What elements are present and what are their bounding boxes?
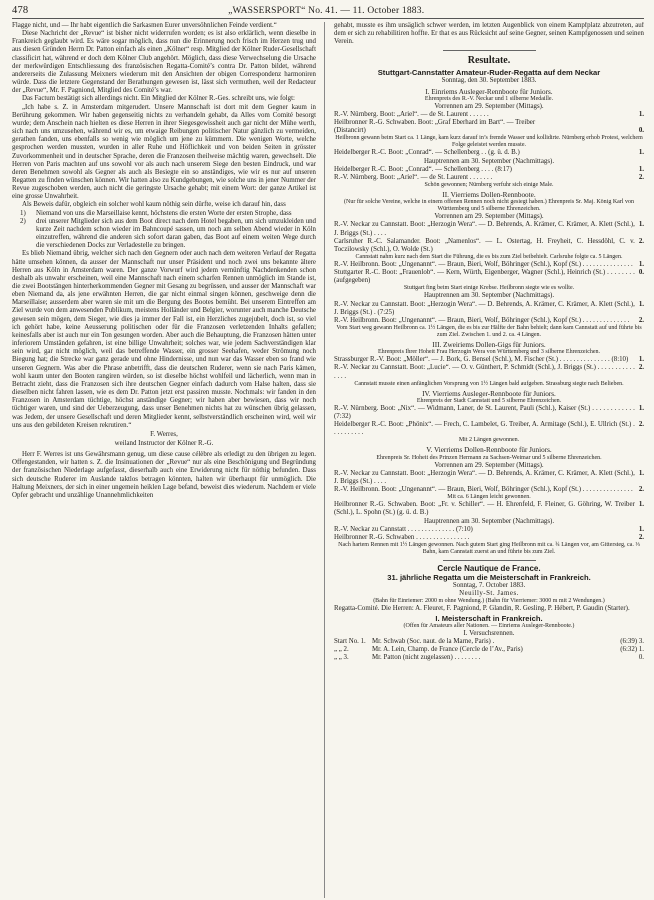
result-text: Heilbronner R.-G. Schwaben. Boot: „Fr. v. Schiller“. — H. Ehrenfeld, F. Fleiner, G. Göhring, W. Treiber (Schl.), L. Spohn (St.) (g. ü. d. B.) <box>334 501 635 517</box>
result-text: R.-V. Neckar zu Cannstatt. Boot: „Lucie“. — O. v. Günthert, P. Schmidt (Schl.), J. Briggs (St.) . . . . . . . . . . . . . . . <box>334 364 635 380</box>
result-place: 1. <box>638 165 644 173</box>
section-title: Resultate. <box>467 55 511 67</box>
result-place: 1. <box>638 525 644 533</box>
result-place: 2. <box>638 486 644 494</box>
race-note: Schön gewonnen; Nürnberg verfuhr sich einige Male. <box>424 182 554 189</box>
heat-title: I. Versuchsrennen. <box>463 629 515 637</box>
result-place: 2. <box>638 533 644 541</box>
result-place <box>640 119 644 127</box>
result-row <box>334 501 644 517</box>
result-place: 0. <box>638 269 644 277</box>
race-note: Mit ca. 6 Längen leicht gewonnen. <box>447 494 531 501</box>
paragraph: Flagge nicht, und — Ihr habt eigentlich die Sarkasmen Eurer unversöhnlichen Feinde verdient.“ <box>12 22 277 29</box>
result-text: Heidelberger R.-C. Boot: „Phönix“. — Frech, C. Lambelet, G. Treiber, A. Armitage (Schl.), E. Ullrich (St.) . . . . . . . . . . <box>334 421 635 437</box>
start-result: 0. <box>638 653 644 661</box>
session-title: Hauptrennen am 30. September (Nachmittags). <box>423 292 555 300</box>
result-row <box>334 149 644 157</box>
paragraph: Herr F. Werres ist uns Gewährsmann genug, um diese cause célèbre als erledigt zu den übrigen zu legen. Offengestanden, wir hatten s. Z. die Insinuationen der „Revue“ nur als eine Beschönigung und Begründung der französischen Niederlage aufgefasst, dieserhalb auch eine Erwiderung nicht für nöthig befunden. Dass sich deutsche Ruderer im Auslande taktlos betragen könnten, halten wir überhaupt für unmöglich. Die Haltung Meixners, der sich in einer ungemein heiklen Lage befand, beweist dies wiederum. Nachdem er viele Opfer gebracht und unzählige Unannehmlichkeiten <box>12 451 316 499</box>
start-row <box>334 638 644 646</box>
result-text: R.-V. Nürnberg. Boot: „Ariel“. — de St. Laurent . . . . . . . <box>334 173 493 181</box>
result-row <box>334 261 644 269</box>
result-text: R.-V. Neckar zu Cannstatt. Boot: „Herzogin Wera“. — D. Behrends, A. Krämer, C. Krämer, A. Klett (Schl.), J. Briggs (St.) . . . . <box>334 469 635 485</box>
race-block <box>334 88 644 158</box>
signature: F. Werres, <box>150 430 178 438</box>
race-note: Stuttgart fing beim Start einige Krebse. Heilbronn siegte wie es wollte. <box>403 285 575 292</box>
left-column <box>12 22 325 898</box>
result-row <box>334 221 644 237</box>
result-place: 1. <box>638 501 644 509</box>
race-title: IV. Vierriems Ausleger-Rennboote für Juniors. <box>422 389 556 398</box>
results-list <box>334 88 644 556</box>
result-row <box>334 269 644 285</box>
race-title: I. Einriems Ausleger-Rennboote für Juniors. <box>425 87 553 96</box>
result-row <box>334 526 644 534</box>
right-column <box>325 22 644 898</box>
race-subtitle: (Offen für Amateurs aller Nationen. — Einriems Ausleger-Rennboote.) <box>403 622 575 629</box>
divider <box>443 50 536 51</box>
race-prize: Ehrenpreis der Stadt Cannstatt und 5 silberne Ehrenzeichen. <box>416 397 562 404</box>
start-number: „ „ 2. <box>334 645 349 653</box>
session-title: Vorrennen am 29. September (Mittags). <box>434 461 544 469</box>
start-number: „ „ 3. <box>334 653 349 661</box>
result-text: Heilbronner R.-G. Schwaben. Boot: „Graf Eberhard im Bart“. — Treiber <box>334 119 536 127</box>
race-block <box>334 191 644 292</box>
list-item: 1) Niemand von uns die Marseillaise kennt, höchstens die ersten Worte der ersten Strophe, dass <box>20 209 292 217</box>
race-note: Nach hartem Rennen mit 1½ Längen gewonnen. Nach gutem Start ging Heilbronn mit ca. ¾ Längen vor, am Gittersteg, ca. ⅓ Bahn, kam Cannstatt zuerst an und führte bis zum Ziel. <box>338 542 640 556</box>
result-place: 0. <box>638 127 644 135</box>
result-text: Strassburger R.-V. Boot: „Möller“. — J. Bork, G. Bensel (Schl.), M. Fischer (St.) . . . . . . . . . . . . . . . (8:10) <box>334 356 629 364</box>
regatta-subtitle: 31. jährliche Regatta um die Meisterschaft in Frankreich. <box>387 573 591 583</box>
race-block <box>334 292 644 339</box>
race-title: III. Zweiriems Dollen-Gigs für Juniors. <box>432 341 546 350</box>
start-name: Mr. A. Lein, Champ. de France (Cercle de l’Av., Paris) <box>372 645 523 653</box>
page-number: 478 <box>12 5 29 16</box>
session-title: Vorrennen am 29. September (Mittags). <box>434 102 544 110</box>
signature-role: weiland Instructor der Kölner R.-G. <box>114 439 214 447</box>
journal-title: „WASSERSPORT“ No. 41. — 11. October 1883. <box>228 6 425 16</box>
start-name: Mr. Schwab (Soc. naut. de la Marne, Paris) . <box>372 637 495 645</box>
result-place: 2. <box>638 364 644 372</box>
result-row <box>334 364 644 380</box>
paragraph: Diese Nachricht der „Revue“ ist bisher nicht widerrufen worden; es ist also erklärlich, wenn dieselbe in Frankreich geglaubt wird. Es wäre sogar möglich, dass nun die Erinnerung noch frisch im Herzen trug und aus diesen Gründen Herrn Dr. Patton einfach als einen „Kölner“ resp. Mitglied der Kölner Ruder-Gesellschaft classificirt hat, während er doch dem Kölner Club angehört. Möglich, dass diese Verwechselung die Ursache der merkwürdigen Entschliessung des französischen Regatta-Comité’s contra Dr. Patton bildet, während andererseits die Zulassung Meixners wiederum mit den Ansichten der obigen Correspondenz harmoniren würde. Dass die letztere Gegenstand der Berathungen gewesen ist, lässt sich vermuthen, weil der Redacteur der „Revue“, Mr. F. Pagniond, Mitglied des Comité’s war. <box>12 30 316 95</box>
session-title: Hauptrennen am 30. September (Nachmittags). <box>423 517 555 525</box>
race-block <box>334 390 644 445</box>
result-text: Heilbronner R.-G. Schwaben . . . . . . . . . . . . . . . . <box>334 533 470 541</box>
page-header <box>12 5 644 19</box>
race-block <box>334 341 644 388</box>
result-text: R.-V. Heilbronn. Boot: „Ungenannt“. — Braun, Bieri, Wolf, Böhringer (Schl.), Kopf (St.) . . . . . . . . . . . . . . . <box>334 260 633 268</box>
start-result: (6:32) 1. <box>620 645 644 653</box>
result-row <box>334 119 644 127</box>
start-row <box>334 654 644 662</box>
result-place: 1. <box>638 260 644 268</box>
letter-paragraph: „Ich habe s. Z. in Amsterdam mitgerudert. Unsere Mannschaft ist dort mit dem Gegner kaum in Berührung gekommen. Wir haben gegenseitig nichts zu verhandeln gehabt, da Alles vom Comité besorgt wurde; dem Anschein nach hielten es diese Herren in ihrer Siegesgewissheit auch gar nicht der Mühe werth, sich nach uns umzusehen, während wir es, um etwaige Reibungen politischer Natur gänzlich zu vermeiden, gerathen fanden, uns ebenfalls so wenig wie möglich um jene zu kümmern. Die wenigen Worte, welche gesprochen werden mussten, wurden in aller Ruhe und Höflichkeit und von beiden Seiten in grösster Zuvorkommenheit und in deutscher Sprache, deren die Franzosen theilweise mächtig waren, gewechselt. Die Herren von Paris machten auf uns sowohl vor als auch nach unserem Siege den besten Eindruck, und war deren Benehmen sowohl als Gegner als auch als Besiegte ein so anständiges, wie wir es nur auf unseren Regatten zu finden wünschen können. Wir hatten also zu Kundgebungen, wie solche uns in jener Nummer der Revue zugeschoben werden, auch nicht die geringste Ursache gehabt; mit einem Wort: der ganze Artikel ist eine grosse Unwahrheit. <box>12 103 316 201</box>
result-text: Heidelberger R.-C. Boot: „Conrad“. — Schellenberg . . . . (8:17) <box>334 165 512 173</box>
result-row <box>334 470 644 486</box>
race-prize: (Nur für solche Vereine, welche in einem offenen Rennen noch nicht gesiegt haben.) Ehrenpreis Sr. Maj. König Karl von Württemberg und 5 silberne Ehrenzeichen. <box>343 199 635 213</box>
session-title: Hauptrennen am 30. September (Nachmittags). <box>423 157 555 165</box>
list-item: 2) drei unserer Mitglieder sich aus dem Boot direct nach dem Hotel begaben, um sich umzukleiden und kurze Zeit nachdem schon wieder im Bahncoupé sassen, um noch am selben Abend wieder in Köln einzutreffen, während die anderen sich sofort daran gaben, das Boot auf einem weiten Wege durch die verschiedenen Docks zur Verladestelle zu bringen. <box>20 217 316 250</box>
result-text: (Distancirt) <box>334 127 366 135</box>
regatta-date: Sonntag, den 30. September 1883. <box>441 77 537 85</box>
result-place: 1. <box>638 300 644 308</box>
result-place: 1. <box>638 469 644 477</box>
race-prize: Ehrenpreis des R.-V. Neckar und 1 silberne Medaille. <box>424 95 554 102</box>
start-row <box>334 646 644 654</box>
start-list <box>334 638 644 662</box>
result-text: R.-V. Neckar zu Cannstatt. Boot: „Herzogin Wera“. — D. Behrends, A. Krämer, C. Krämer, A. Klett (Schl.), J. Briggs (St.) . . . . <box>334 221 635 237</box>
paragraph: gehabt, musste es ihm unsäglich schwer werden, im letzten Augenblick von einem Kampfplatz abzutreten, auf dem er sich zu rehabilitiren hoffte. Er that es aus Rücksicht auf seine Gegner, seinen Kampfgenossen und seinen Verein. <box>334 22 644 46</box>
race-block <box>334 518 644 556</box>
race-title: I. Meisterschaft in Frankreich. <box>435 613 543 623</box>
result-place: 1. <box>638 149 644 157</box>
race-prize: Ehrenpreis Sr. Hoheit des Prinzen Hermann zu Sachsen-Weimar und 5 silberne Ehrenzeichen. <box>376 454 602 461</box>
result-text: R.-V. Nürnberg. Boot: „Ariel“. — de St. Laurent . . . . . . <box>334 110 489 118</box>
race-note: Mit 2 Längen gewonnen. <box>458 437 520 444</box>
race-note: Cannstatt musste einen anfänglichen Vorsprung von 1½ Längen bald aufgeben. Strassburg siegte nach Belieben. <box>354 380 624 387</box>
result-text: R.-V. Neckar zu Cannstatt . . . . . . . . . . . . . . (7:10) <box>334 525 473 533</box>
session-title: Vorrennen am 29. September (Mittags). <box>434 213 544 221</box>
result-place: 1. <box>638 110 644 118</box>
letter-paragraph: Als Beweis dafür, obgleich ein solcher wohl kaum nöthig sein dürfte, weise ich darauf hin, dass <box>22 201 286 209</box>
result-text: Stuttgarter R.-C. Boot: „Frauenlob“. — Kern, Würth, Eigenberger, Wagner (Schl.), Heinrich (St.) . . . . . . . . (aufgegeben) <box>334 269 635 285</box>
result-row <box>334 405 644 421</box>
regatta-date: Sonntag, 7. October 1883. <box>452 582 526 590</box>
race-title: II. Vierriems Dollen-Rennboote. <box>442 191 536 200</box>
race-block <box>334 446 644 517</box>
regatta-title: Cercle Nautique de France. <box>437 564 541 574</box>
course-note: (Bahn für Einriemer: 2000 m ohne Wendung.) (Bahn für Vierriemer: 3000 m mit 2 Wendungen.) <box>373 598 605 605</box>
race-title: V. Vierriems Dollen-Rennboote für Juniors. <box>426 446 552 455</box>
comite: Regatta-Comité. Die Herren: A. Fleuret, F. Pagniond, P. Glandin, R. Gesling, P. Hébert, P. Gaudin (Starter). <box>334 605 630 613</box>
result-place: 2. <box>638 173 644 181</box>
result-place: 2. <box>638 421 644 429</box>
race-note: Vom Start weg gewann Heilbronn ca. 1½ Längen, die es bis zur Hälfte der Bahn behielt; dann kam Cannstatt auf und führte bis zum Ziel. Zwischen 1. und 2. ca. 4 Längen. <box>336 325 642 339</box>
race-note: Heilbronn gewann beim Start ca. 1 Länge, kam kurz darauf in’s fremde Wasser und kollidirte. Nürnberg erhob Protest, welchem Folge geleistet werden musste. <box>335 135 643 149</box>
start-result: (6:39) 3. <box>620 637 644 645</box>
result-row <box>334 317 644 325</box>
regatta-title: Stuttgart-Cannstatter Amateur-Ruder-Regatta auf dem Neckar <box>377 68 601 78</box>
start-name: Mr. Patton (nicht zugelassen) . . . . . . . . <box>372 653 481 661</box>
result-text: R.-V. Heilbronn. Boot: „Ungenannt“. — Braun, Bieri, Wolf, Böhringer (Schl.), Kopf (St.) . . . . . . . . . . . . . . <box>334 316 630 324</box>
result-place: 1. <box>638 221 644 229</box>
result-place: 2. <box>638 316 644 324</box>
result-place: 1. <box>638 356 644 364</box>
result-row <box>334 486 644 494</box>
result-place: 2. <box>638 237 644 245</box>
result-row <box>334 174 644 182</box>
paragraph: Das Factum bestätigt sich allerdings nicht. Ein Mitglied der Kölner R.-Ges. schreibt uns, wie folgt: <box>22 95 295 103</box>
result-place: 1. <box>638 404 644 412</box>
regatta-place: Neuilly-St. James. <box>459 590 519 598</box>
start-number: Start No. 1. <box>334 637 366 645</box>
result-row <box>334 238 644 254</box>
race-prize: Ehrenpreis Ihrer Hoheit Frau Herzogin Wera von Württemberg und 3 silberne Ehrenzeichen. <box>377 349 601 356</box>
result-row <box>334 166 644 174</box>
result-row <box>334 111 644 119</box>
result-row <box>334 301 644 317</box>
result-text: R.-V. Nürnberg. Boot: „Nix“. — Widmann, Laner, de St. Laurent, Pauli (Schl.), Kaiser (St.) . . . . . . . . . . . . (7:32) <box>334 404 635 420</box>
divider <box>443 560 536 561</box>
race-note: Cannstatt nahm kurz nach dem Start die Führung, die es bis zum Ziel beibehielt. Carlsruhe folgte ca. 5 Längen. <box>355 253 623 260</box>
race-block <box>334 158 644 189</box>
numbered-list <box>12 210 316 251</box>
result-text: R.-V. Neckar zu Cannstatt. Boot: „Herzogin Wera“. — D. Behrends, A. Krämer, C. Krämer, A. Klett (Schl.), J. Briggs (St.) . (7:25) <box>334 300 635 316</box>
letter-paragraph: Es blieb Niemand übrig, welcher sich nach den Gegnern oder auch nach dem weiteren Verlauf der Regatta hätte umsehen können, da ausser der Mannschaft nur unser Präsident und noch zwei uns bekannte ältere Herren aus Köln in Amsterdam waren. Der ganze Vorwurf wird jedem vernünftig Nachdenkenden schon deshalb als unwahr erscheinen, weil eine Mannschaft nach einem scharfen Rennen unmöglich im Stande ist, die zwei Bootstängen hinterherkommenden Gegner mit Gesang zu begrüssen, und ausser der Mannschaft war eben Niemand da, als jene erwähnten Herren, die gar nicht einmal singen können, geschweige denn die Marseillaise; ausserdem aber waren sie mit um die Bergung des Bootes bemüht. Bei unserem Eintreffen am Ziel wurde von dem anwesenden Publikum, meistens Holländer und Belgier, worunter auch manche Deutsche gewesen sein mögen, dem Sieger, wie dies ja immer der Fall ist, ein Herzliches zugejubelt, doch ist, so viel ich gehört habe, keine Aeusserung politischen oder für die Franzosen verletzenden Inhalts gefallen; keinesfalls aber ist auch nur ein Ton gesungen worden. Aber auch die Behauptung, die Franzosen hätten unter inferiorem Umständen gefahren, ist eine billige Unwahrheit; solches war, wie jedem Sachverständigen klar sein wird, gar nicht möglich, weil das betreffende Wasser, ein grosser Seehafen, weder Strömung noch Biegung hat; die Strecke war ganz gerade und ohne Hindernisse, und nun war das Wasser eben so frand wie unseren Gegnern. Was aber die Phrase anbetrifft, dass die deutschen Ruderer, wenn sie nach Paris kämen, wohl kaum unter den Booten rangiren würden, so ist dieselbe höchst wohlfeil und lächerlich, wenn man in Betracht zieht, dass die Franzosen sich ihre deutschen Gegner einfach dadurch vom Halse halten, dass sie dieselben nicht fahren lassen, wie es dem Dr. Patton jetzt erst passiren musste. Nochmals: wir fanden in den Franzosen in Amsterdam tüchtige, höchst anständige Gegner; wir haben aber bewiesen, dass wir noch tüchtiger waren, und sind der Ueberzeugung, dass unser Benehmen nichts hat zu wünschen übrig gelassen, was Jedem, der unsere Gesellschaft und deren Mitglieder kennt, selbstverständlich erscheinen wird, weil wir uns aus den gebildeten Kreisen rekrutiren.“ <box>12 250 316 429</box>
result-row <box>334 356 644 364</box>
result-text: Carlsruher R.-C. Salamander. Boot: „Namenlos“. — L. Ostertag, H. Freyheit, C. Hessdöhl, C. v. Toczilowsky (Schl.), O. Wolde (St.) <box>334 237 635 253</box>
result-row <box>334 421 644 437</box>
result-text: Heidelberger R.-C. Boot: „Conrad“. — Schellenberg . . (g. ü. d. B.) <box>334 149 520 157</box>
result-row <box>334 534 644 542</box>
result-text: R.-V. Heilbronn. Boot: „Ungenannt“. — Braun, Bieri, Wolf, Böhringer (Schl.), Kopf (St.) . . . . . . . . . . . . . . . <box>334 486 633 494</box>
